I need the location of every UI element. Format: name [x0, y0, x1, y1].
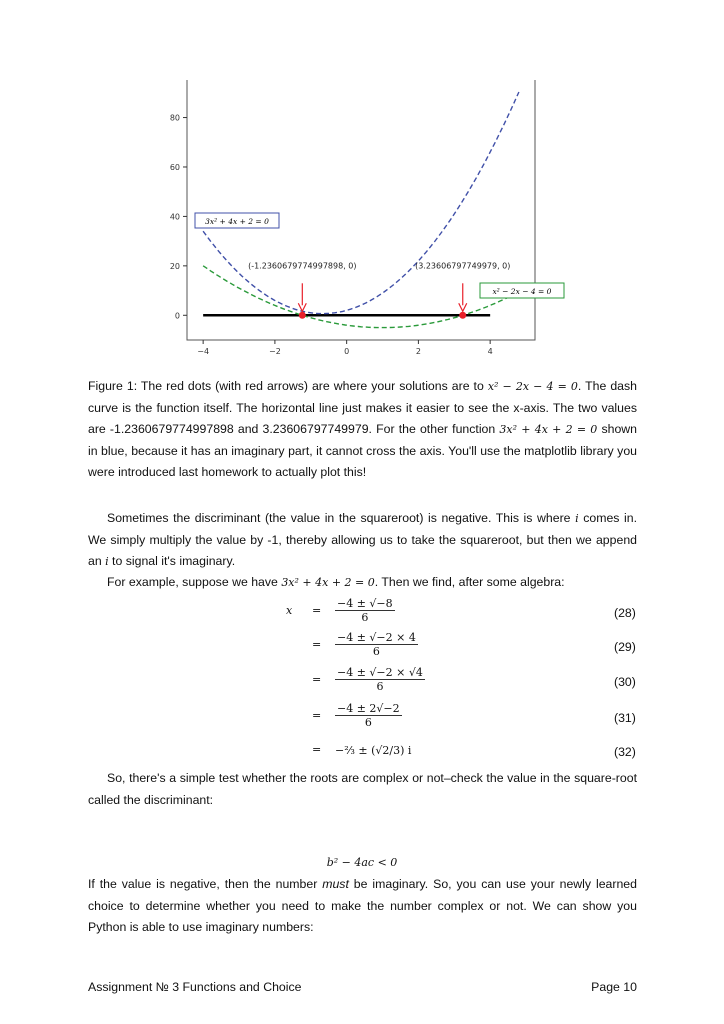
- paragraph-negative: If the value is negative, then the number must be imaginary. So, you can use your newly learned choice to determine whether you need to make the number complex or not. We can show you Python is able to use imaginary numbers:: [88, 877, 637, 935]
- root-point: [299, 312, 306, 319]
- root-label: (-1.2360679774997898, 0): [248, 261, 357, 271]
- y-tick-label: 60: [169, 162, 180, 172]
- root-point: [459, 312, 466, 319]
- fraction: [335, 597, 395, 624]
- x-tick-label: −4: [197, 347, 210, 356]
- denominator: 6: [376, 680, 384, 693]
- equals-sign: =: [312, 604, 322, 617]
- footer-title: Assignment № 3 Functions and Choice: [88, 980, 302, 994]
- numerator: −4 ± √−2 × √4: [337, 666, 423, 679]
- fraction: [335, 631, 418, 658]
- denominator: 6: [372, 645, 380, 658]
- equation-row: [0, 597, 724, 631]
- x-tick-label: 2: [415, 347, 421, 356]
- equals-sign: =: [312, 709, 322, 722]
- denominator: 6: [361, 611, 369, 624]
- root-label: (3.23606797749979, 0): [415, 261, 511, 271]
- equation-number: (28): [614, 606, 636, 620]
- figure-plot: [150, 80, 570, 360]
- equation-row: [0, 631, 724, 665]
- numerator: −4 ± √−2 × 4: [337, 631, 416, 644]
- equation-number: (30): [614, 675, 636, 689]
- numerator: −4 ± 2√−2: [337, 702, 400, 715]
- paragraph-discriminant: Sometimes the discriminant (the value in the squareroot) is negative. This is where i comes in. We simply multiply the value by -1, thereby allowing us to take the squareroot, but then we append an i to signal it's imaginary.: [88, 511, 637, 569]
- equation-rhs: −⅔ ± (√2/3) i: [335, 744, 412, 757]
- x-tick-label: 4: [487, 347, 493, 356]
- y-tick-label: 80: [169, 113, 180, 123]
- y-tick-label: 0: [174, 311, 180, 321]
- y-tick-label: 20: [169, 261, 180, 271]
- numerator: −4 ± √−8: [337, 597, 393, 610]
- plot-frame: [187, 80, 535, 340]
- curve-label: x² − 2x − 4 = 0: [492, 287, 552, 296]
- denominator: 6: [364, 716, 372, 729]
- equation-number: (29): [614, 640, 636, 654]
- paragraph-test: So, there's a simple test whether the roots are complex or not–check the value in the square-root called the discriminant:: [88, 771, 637, 807]
- discriminant-inequality: b² − 4ac < 0: [326, 856, 398, 869]
- y-tick-label: 40: [169, 212, 180, 222]
- paragraph-example: For example, suppose we have 3x² + 4x + 2 = 0. Then we find, after some algebra:: [107, 575, 565, 589]
- equals-sign: =: [312, 638, 322, 651]
- equation-row: [0, 666, 724, 700]
- footer-page-number: Page 10: [591, 980, 637, 994]
- fraction: [335, 666, 425, 693]
- equation-number: (32): [614, 745, 636, 759]
- equation-row: [0, 702, 724, 736]
- curve-label: 3x² + 4x + 2 = 0: [205, 217, 269, 226]
- equation-number: (31): [614, 711, 636, 725]
- equation-lhs: x: [286, 604, 293, 617]
- x-tick-label: −2: [268, 347, 281, 356]
- equation-row: [0, 736, 724, 770]
- x-tick-label: 0: [344, 347, 350, 356]
- fraction: [335, 702, 402, 729]
- equals-sign: =: [312, 743, 322, 756]
- equals-sign: =: [312, 673, 322, 686]
- figure-caption: Figure 1: The red dots (with red arrows) are where your solutions are to x² − 2x − 4 = 0. The dash curve is the function itself. The horizontal line just makes it easier to see the x-axis. The two values are -1.2360679774997898 and 3.23606797749979. For the other function 3x² + 4x + 2 = 0 shown in blue, because it has an imaginary part, it cannot cross the axis. You'll use the matplotlib library you were introduced last homework to actually plot this!: [88, 379, 638, 480]
